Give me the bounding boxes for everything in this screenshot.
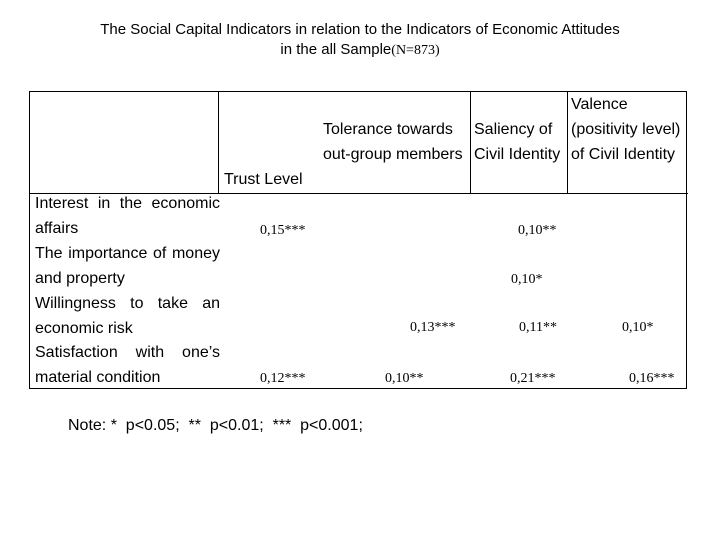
title-line-2 [0, 40, 720, 61]
header-divider [218, 92, 219, 194]
row-label-satisfaction: Satisfaction with one’s material condition [35, 344, 220, 386]
header-tolerance: Tolerance towards out-group members [323, 121, 463, 163]
significance-note: Note: * p<0.05; ** p<0.01; *** p<0.001; [68, 417, 363, 434]
title-line-1: The Social Capital Indicators in relation to the Indicators of Economic Attitudes [100, 21, 620, 38]
cell-willingness-tolerance: 0,13*** [410, 320, 456, 335]
row-label-importance: The importance of money and property [35, 245, 220, 287]
header-divider [470, 92, 471, 194]
cell-satisfaction-valence: 0,16*** [629, 371, 675, 386]
results-table [29, 91, 687, 389]
cell-satisfaction-tolerance: 0,10** [385, 371, 424, 386]
cell-interest-saliency: 0,10** [518, 223, 557, 238]
cell-interest-trust: 0,15*** [260, 223, 306, 238]
title-line-2-text: in the all Sample [280, 41, 392, 58]
sample-size: (N=873) [391, 43, 440, 58]
cell-willingness-valence: 0,10* [622, 320, 654, 335]
header-trust-level: Trust Level [224, 171, 303, 188]
cell-satisfaction-trust: 0,12*** [260, 371, 306, 386]
table-title [0, 20, 720, 61]
cell-willingness-saliency: 0,11** [519, 320, 557, 335]
row-label-interest: Interest in the economic affairs [35, 195, 220, 237]
header-saliency: Saliency of Civil Identity [474, 121, 561, 163]
header-valence: Valence (positivity level) of Civil Identity [571, 96, 681, 163]
cell-satisfaction-saliency: 0,21*** [510, 371, 556, 386]
cell-importance-saliency: 0,10* [511, 272, 543, 287]
row-label-willingness: Willingness to take an economic risk [35, 295, 220, 337]
